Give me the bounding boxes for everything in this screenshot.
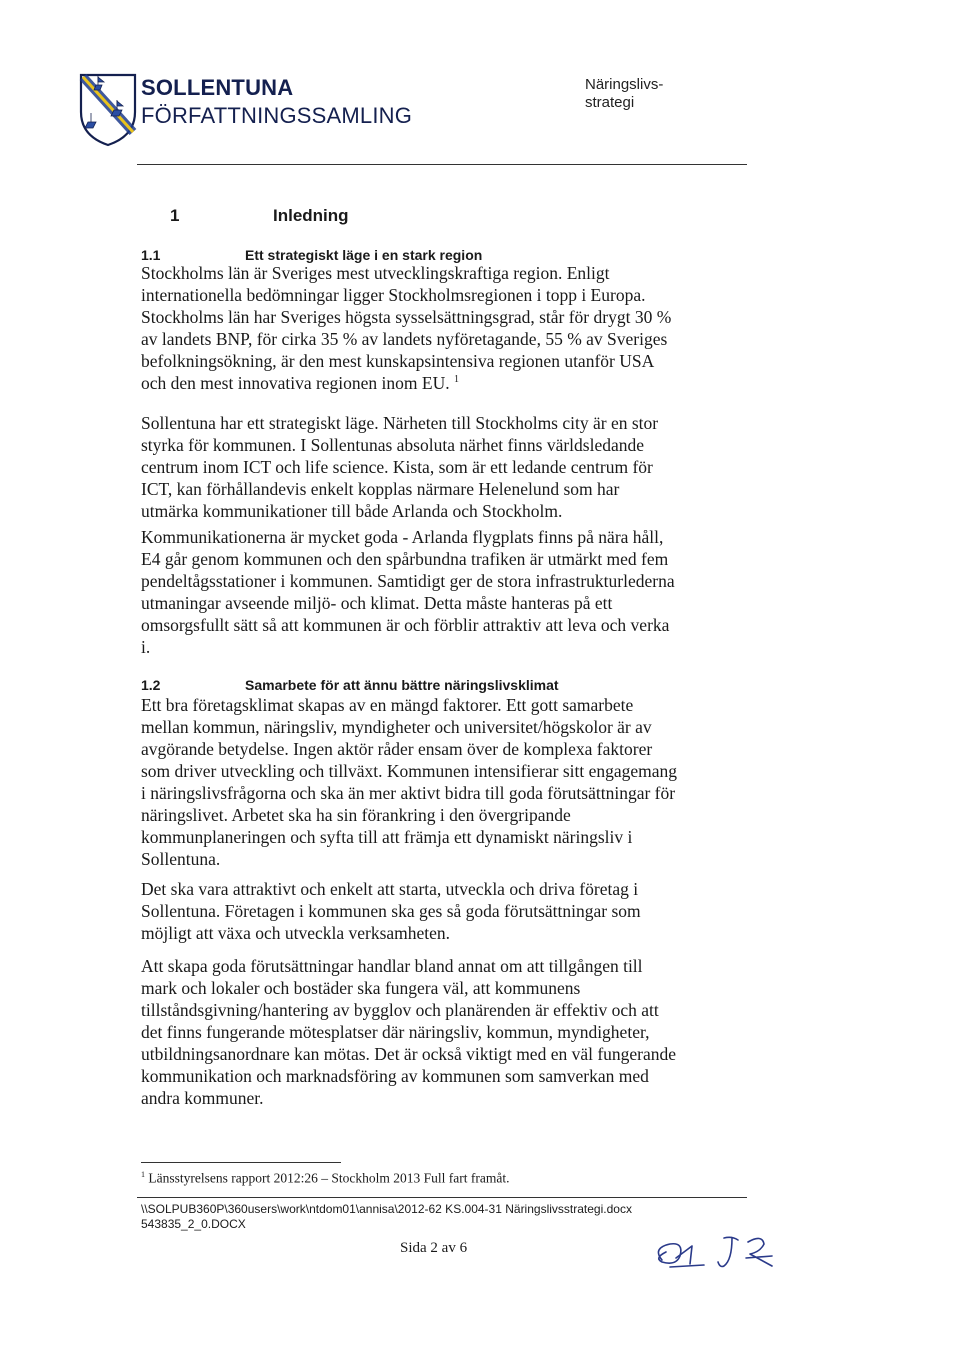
section-1-2-number: 1.2 (141, 677, 161, 693)
text-line: E4 går genom kommunen och den spårbundna trafiken är utmärkt med fem (141, 549, 669, 569)
text-line: kommunikation och marknadsföring av kommunen som samverkan med (141, 1066, 649, 1086)
text-line: kommunplaneringen och syfta till att främja ett dynamiskt näringsliv i (141, 827, 633, 847)
text-line: Det ska vara attraktivt och enkelt att starta, utveckla och driva företag i (141, 879, 639, 899)
text-line: det finns fungerande mötesplatser där näringsliv, kommun, myndigheter, (141, 1022, 650, 1042)
footnote-divider (141, 1162, 341, 1163)
text-line: i. (141, 637, 151, 657)
text-line: Ett bra företagsklimat skapas av en mängd faktorer. Ett gott samarbete (141, 695, 634, 715)
footer-divider (137, 1197, 747, 1198)
page-number: Sida 2 av 6 (400, 1240, 468, 1256)
text-line: Att skapa goda förutsättningar handlar bland annat om att tillgången till (141, 956, 643, 976)
text-line: pendeltågsstationer i kommunen. Samtidigt ger de stora infrastrukturlederna (141, 571, 675, 591)
text-line: Stockholms län har Sveriges högsta sysselsättningsgrad, står för drygt 30 % (141, 307, 672, 327)
text-line: utbildningsanordnare kan mötas. Det är också viktigt med en väl fungerande (141, 1044, 677, 1064)
text-line: omsorgsfullt sätt så att kommunen är och förblir attraktiv att leva och verka (141, 615, 670, 635)
doctype-line1: Näringslivs- (585, 76, 664, 93)
text-line: Sollentuna har ett strategiskt läge. Närheten till Stockholms city är en stor (141, 413, 659, 433)
text-line: ICT, kan förhållandevis enkelt kopplas närmare Helenelund som har (141, 479, 620, 499)
document-type (585, 76, 705, 112)
organization-name (141, 74, 412, 130)
text-line-content: och den mest innovativa regionen inom EU. (141, 373, 450, 393)
text-line: Sollentuna. Företagen i kommunen ska ges så goda förutsättningar som (141, 901, 641, 921)
section-1-title: Inledning (273, 206, 349, 225)
paragraph (141, 526, 741, 658)
footnote-reference[interactable]: 1 (453, 374, 459, 386)
doctype-line2: strategi (585, 94, 635, 111)
text-line: i näringslivsfrågorna och ska än mer aktivt bidra till goda förutsättningar för (141, 783, 676, 803)
text-line: av landets BNP, för cirka 35 % av landets nyföretagande, 55 % av Sveriges (141, 329, 668, 349)
text-line: näringslivet. Arbetet ska ha sin förankring i den övergripande (141, 805, 571, 825)
file-path (141, 1202, 632, 1232)
text-line: Kommunikationerna är mycket goda - Arlanda flygplats finns på nära håll, (141, 527, 664, 547)
handwritten-initials (640, 1222, 800, 1282)
document-id: 543835_2_0.DOCX (141, 1217, 246, 1231)
org-name-line1: SOLLENTUNA (141, 75, 294, 100)
text-line: utmärka kommunikationer till både Arlanda och Stockholm. (141, 501, 563, 521)
text-line: andra kommuner. (141, 1088, 264, 1108)
paragraph (141, 412, 741, 522)
section-1-1-number: 1.1 (141, 247, 161, 263)
text-line: mark och lokaler och bostäder ska fungera väl, att kommunens (141, 978, 581, 998)
paragraph (141, 262, 741, 394)
text-line: mellan kommun, näringsliv, myndigheter och universitet/högskolor är av (141, 717, 652, 737)
org-name-line2: FÖRFATTNINGSSAMLING (141, 103, 413, 128)
paragraph (141, 955, 741, 1109)
footnote-marker: 1 (141, 1170, 145, 1179)
text-line: Stockholms län är Sveriges mest utvecklingskraftiga region. Enligt (141, 263, 610, 283)
text-line: som driver utveckling och tillväxt. Kommunen intensifierar sitt engagemang (141, 761, 678, 781)
text-line: befolkningsökning, är den mest kunskapsintensiva regionen utanför USA (141, 351, 655, 371)
header-divider (137, 164, 747, 165)
text-line: möjligt att växa och utveckla verksamheten. (141, 923, 451, 943)
paragraph (141, 878, 741, 944)
municipal-crest-logo (78, 72, 138, 148)
text-line (141, 372, 741, 394)
section-1-1-title: Ett strategiskt läge i en stark region (245, 247, 483, 263)
text-line: centrum inom ICT och life science. Kista, som är ett ledande centrum för (141, 457, 653, 477)
text-line: utmaningar avseende miljö- och klimat. Detta måste hanteras på ett (141, 593, 613, 613)
text-line: internationella bedömningar ligger Stockholmsregionen i topp i Europa. (141, 285, 646, 305)
section-1-2-title: Samarbete för att ännu bättre näringslivsklimat (245, 677, 559, 693)
section-1-number: 1 (170, 206, 180, 225)
text-line: Sollentuna. (141, 849, 221, 869)
text-line: avgörande betydelse. Ingen aktör råder ensam över de komplexa faktorer (141, 739, 653, 759)
text-line: tillståndsgivning/hantering av bygglov och planärenden är effektiv och att (141, 1000, 659, 1020)
footnote-text: Länsstyrelsens rapport 2012:26 – Stockholm 2013 Full fart framåt. (148, 1170, 510, 1186)
text-line: styrka för kommunen. I Sollentunas absoluta närhet finns världsledande (141, 435, 645, 455)
file-path-text: \\SOLPUB360P\360users\work\ntdom01\annisa\2012-62 KS.004-31 Näringslivsstrategi.docx (141, 1202, 632, 1216)
footnote (141, 1170, 509, 1187)
paragraph (141, 694, 741, 870)
